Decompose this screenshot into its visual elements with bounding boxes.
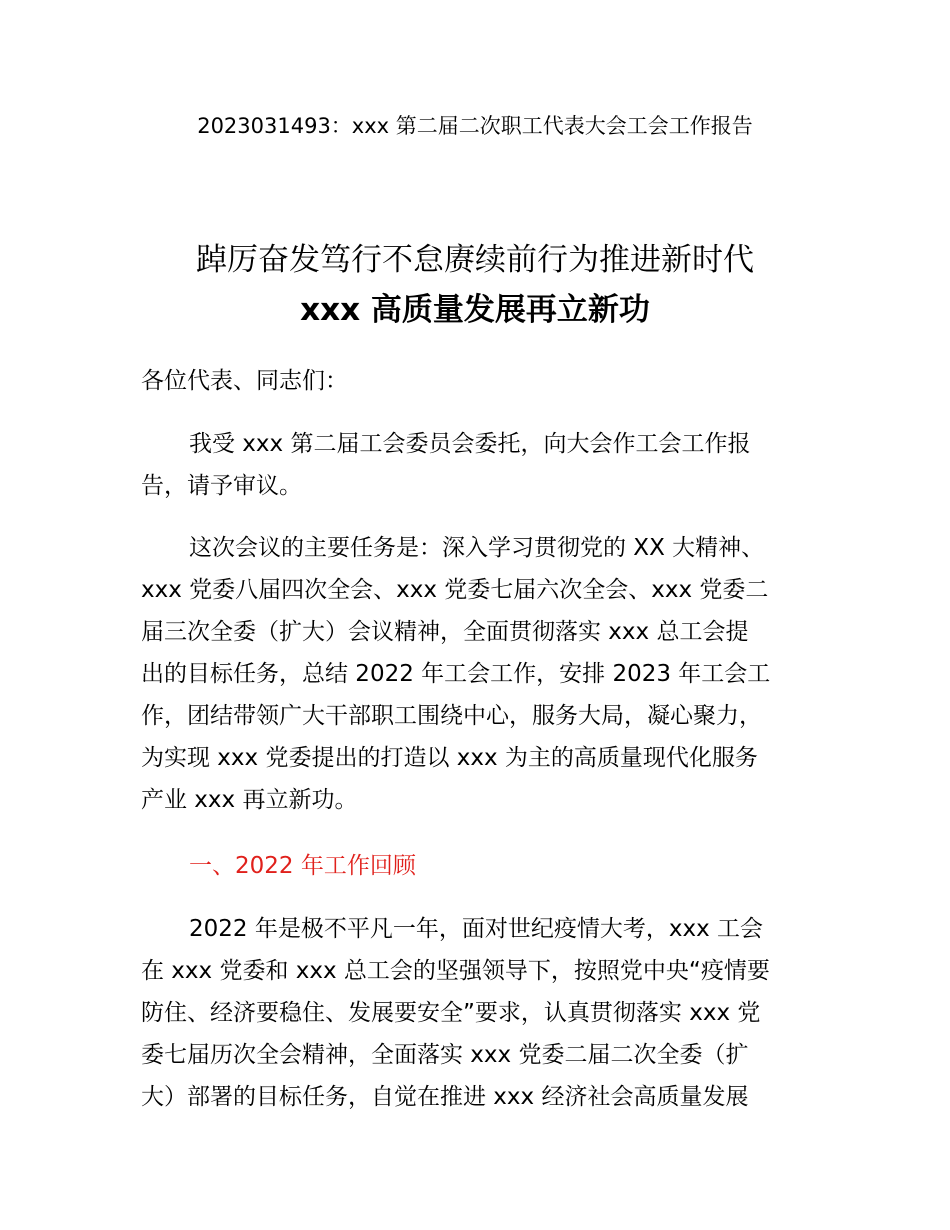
paragraph-1 [141,423,811,507]
paragraph-line: 产业 xxx 再立新功。 [141,787,358,813]
paragraph-line: 这次会议的主要任务是：深入学习贯彻党的 XX 大精神、 [189,535,765,561]
paragraph-line: 届三次全委（扩大）会议精神，全面贯彻落实 xxx 总工会提 [141,619,749,645]
report-title-line-2: xxx 高质量发展再立新功 [300,292,650,328]
paragraph-line: 我受 xxx 第二届工会委员会委托，向大会作工会工作报 [189,431,751,457]
paragraph-line: 为实现 xxx 党委提出的打造以 xxx 为主的高质量现代化服务 [141,745,758,771]
paragraph-line: 告，请予审议。 [141,473,302,499]
document-header: 2023031493：xxx 第二届二次职工代表大会工会工作报告 [197,114,753,138]
paragraph-line: 作，团结带领广大干部职工围绕中心，服务大局，凝心聚力， [141,703,762,729]
paragraph-line: 2022 年是极不平凡一年，面对世纪疫情大考，xxx 工会 [189,916,763,942]
salutation: 各位代表、同志们： [141,368,348,394]
paragraph-3 [141,908,811,1118]
section-heading: 一、2022 年工作回顾 [189,853,416,879]
paragraph-line: xxx 党委八届四次全会、xxx 党委七届六次全会、xxx 党委二 [141,577,769,603]
paragraph-line: 大）部署的目标任务，自觉在推进 xxx 经济社会高质量发展 [141,1084,749,1110]
paragraph-line: 防住、经济要稳住、发展要安全”要求，认真贯彻落实 xxx 党 [141,1000,761,1026]
paragraph-line: 委七届历次全会精神，全面落实 xxx 党委二届二次全委（扩 [141,1042,749,1068]
paragraph-2 [141,527,811,821]
report-title-line-1: 踔厉奋发笃行不怠赓续前行为推进新时代 [196,242,754,278]
paragraph-line: 在 xxx 党委和 xxx 总工会的坚强领导下，按照党中央“疫情要 [141,958,770,984]
paragraph-line: 出的目标任务，总结 2022 年工会工作，安排 2023 年工会工 [141,661,771,687]
